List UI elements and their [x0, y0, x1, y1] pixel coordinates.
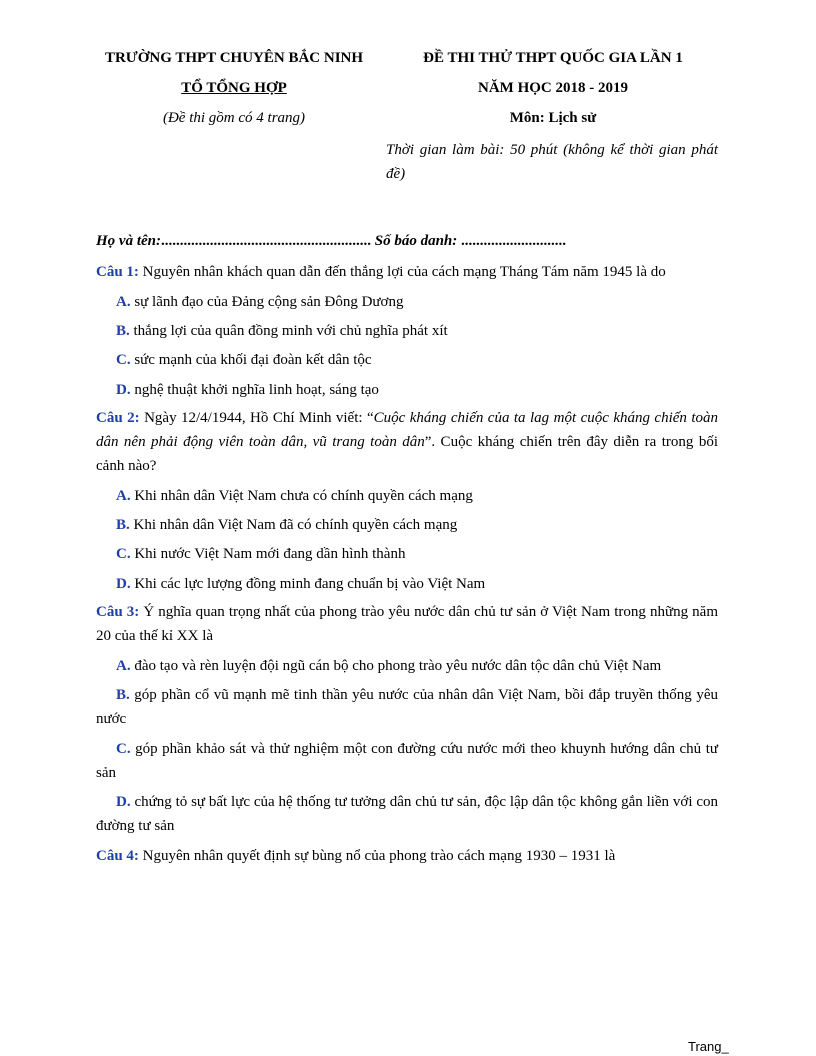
q2-option-b: [96, 513, 718, 537]
question-1: [96, 260, 718, 284]
option-text: thắng lợi của quân đồng minh với chủ nghĩa phát xít: [133, 323, 448, 339]
question-label: Câu 2:: [96, 410, 140, 426]
q2-option-c: [96, 542, 718, 566]
name-dots: ........................................................: [161, 233, 371, 249]
id-label: Số báo danh:: [374, 233, 458, 249]
question-text-after: ”. Cuộc kháng chiến trên đây diễn ra trong bối cảnh nào?: [96, 434, 718, 474]
school-name: TRƯỜNG THPT CHUYÊN BẮC NINH: [104, 50, 364, 66]
question-3: [96, 600, 718, 648]
question-label: Câu 1:: [96, 264, 139, 280]
question-quote: Cuộc kháng chiến của ta lag một cuộc kháng chiến toàn dân nên phải động viên toàn dân, vũ trang toàn dân: [96, 410, 719, 450]
question-text: Ý nghĩa quan trọng nhất của phong trào yêu nước dân chủ tư sản ở Việt Nam trong những năm 20 của thế kỉ XX là: [96, 604, 718, 644]
option-label: B.: [116, 517, 130, 533]
option-text: Khi các lực lượng đồng minh đang chuẩn bị vào Việt Nam: [134, 576, 486, 592]
option-label: A.: [116, 294, 131, 310]
question-label: Câu 3:: [96, 604, 140, 620]
pages-note: (Đề thi gồm có 4 trang): [162, 110, 306, 126]
q1-option-a: [96, 290, 718, 314]
question-4: [96, 844, 718, 868]
option-text: Khi nhân dân Việt Nam đã có chính quyền cách mạng: [133, 517, 458, 533]
option-text: sức mạnh của khối đại đoàn kết dân tộc: [134, 352, 372, 368]
time-note: Thời gian làm bài: 50 phút (không kể thời gian phát đề): [386, 142, 718, 182]
question-text: Nguyên nhân quyết định sự bùng nổ của phong trào cách mạng 1930 – 1931 là: [142, 848, 616, 864]
id-dots: ............................: [461, 233, 567, 249]
option-text: Khi nhân dân Việt Nam chưa có chính quyền cách mạng: [134, 488, 473, 504]
q1-option-d: [96, 378, 718, 402]
school-year: NĂM HỌC 2018 - 2019: [478, 80, 628, 96]
option-label: A.: [116, 488, 131, 504]
option-label: B.: [116, 323, 130, 339]
option-label: C.: [116, 741, 131, 757]
department-name: [98, 80, 370, 97]
q2-option-d: [96, 572, 718, 596]
q3-option-a: [96, 654, 718, 678]
student-info-line: [96, 233, 566, 250]
q2-option-a: [96, 484, 718, 508]
question-text-before: Ngày 12/4/1944, Hồ Chí Minh viết: “: [144, 410, 374, 426]
option-text: góp phần khảo sát và thử nghiệm một con đường cứu nước mới theo khuynh hướng dân chủ tư sản: [96, 741, 719, 781]
option-text: góp phần cổ vũ mạnh mẽ tinh thần yêu nước của nhân dân Việt Nam, bồi đắp truyền thống yêu nước: [96, 687, 718, 727]
page-number-label: Trang_: [688, 1039, 729, 1054]
q1-option-c: [96, 348, 718, 372]
question-2: [96, 406, 718, 478]
option-text: Khi nước Việt Nam mới đang dần hình thành: [134, 546, 406, 562]
option-label: C.: [116, 546, 131, 562]
option-text: sự lãnh đạo của Đảng cộng sản Đông Dương: [134, 294, 404, 310]
option-label: C.: [116, 352, 131, 368]
option-label: B.: [116, 687, 130, 703]
exam-title: ĐỀ THI THỬ THPT QUỐC GIA LẦN 1: [423, 50, 683, 66]
option-text: chứng tỏ sự bất lực của hệ thống tư tưởng dân chủ tư sản, độc lập dân tộc không gắn liền với con đường tư sản: [96, 794, 718, 834]
option-label: D.: [116, 382, 131, 398]
q3-option-c: [96, 737, 718, 785]
question-text: Nguyên nhân khách quan dẫn đến thắng lợi của cách mạng Tháng Tám năm 1945 là do: [142, 264, 666, 280]
option-label: D.: [116, 576, 131, 592]
question-label: Câu 4:: [96, 848, 139, 864]
name-label: Họ và tên:: [96, 233, 161, 249]
q3-option-b: [96, 683, 718, 731]
subject: Môn: Lịch sử: [509, 110, 597, 126]
option-label: D.: [116, 794, 131, 810]
option-text: đào tạo và rèn luyện đội ngũ cán bộ cho phong trào yêu nước dân tộc dân chủ Việt Nam: [134, 658, 662, 674]
option-label: A.: [116, 658, 131, 674]
department-label: TỔ TỔNG HỢP: [181, 80, 287, 96]
q3-option-d: [96, 790, 718, 838]
q1-option-b: [96, 319, 718, 343]
option-text: nghệ thuật khởi nghĩa linh hoạt, sáng tạo: [134, 382, 379, 398]
